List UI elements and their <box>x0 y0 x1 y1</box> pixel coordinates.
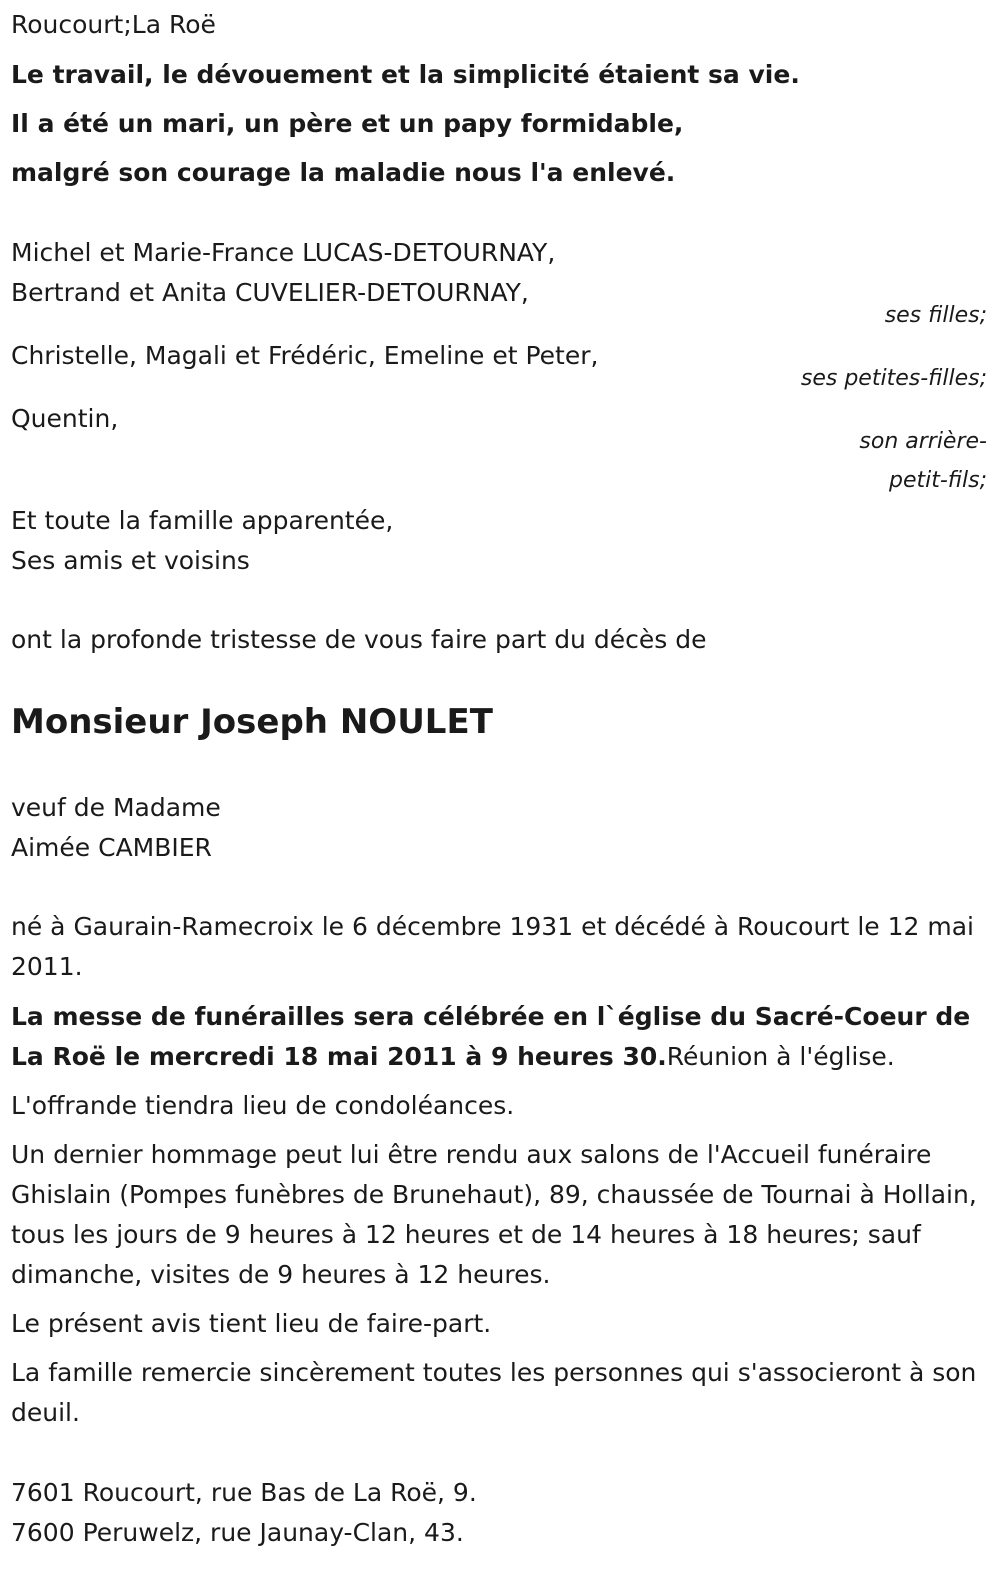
funeral-mass <box>11 997 989 1077</box>
widower-line-1: veuf de Madame <box>11 793 221 822</box>
announcement: ont la profonde tristesse de vous faire part du décès de <box>11 625 707 654</box>
address-2: 7600 Peruwelz, rue Jaunay-Clan, 43. <box>11 1518 464 1547</box>
daughter-couple-1: Michel et Marie-France LUCAS-DETOURNAY, <box>11 238 556 267</box>
daughter-couple-2: Bertrand et Anita CUVELIER-DETOURNAY, <box>11 278 529 307</box>
header-place: Roucourt;La Roë <box>11 10 216 39</box>
tribute-line-1: Le travail, le dévouement et la simplicité étaient sa vie. <box>11 60 800 89</box>
notice: Le présent avis tient lieu de faire-part. <box>11 1309 492 1338</box>
granddaughters-role: ses petites-filles; <box>800 366 987 391</box>
thanks: La famille remercie sincèrement toutes les personnes qui s'associeront à son deuil. <box>11 1358 977 1427</box>
deceased-name: Monsieur Joseph NOULET <box>11 702 493 742</box>
extended-family: Et toute la famille apparentée, <box>11 506 394 535</box>
friends-neighbours: Ses amis et voisins <box>11 546 250 575</box>
visitation-info: Un dernier hommage peut lui être rendu aux salons de l'Accueil funéraire Ghislain (Pompes funèbres de Brunehaut), 89, chaussée de Tournai à Hollain, tous les jours de 9 heures à 12 heures et de 14 heures à 18 heures; sauf dimanche, visites de 9 heures à 12 heures. <box>11 1140 977 1289</box>
great-grandson-role-2: petit-fils; <box>888 468 987 493</box>
daughters-role: ses filles; <box>884 303 987 328</box>
meeting-note: Réunion à l'église. <box>666 1042 895 1071</box>
address-1: 7601 Roucourt, rue Bas de La Roë, 9. <box>11 1478 477 1507</box>
great-grandson-role-1: son arrière- <box>859 429 987 454</box>
mass-details: La messe de funérailles sera célébrée en l`église du Sacré-Coeur de La Roë le mercredi 18 mai 2011 à 9 heures 30. <box>11 1002 971 1071</box>
great-grandson: Quentin, <box>11 404 119 433</box>
birth-death: né à Gaurain-Ramecroix le 6 décembre 1931 et décédé à Roucourt le 12 mai 2011. <box>11 912 974 981</box>
offering-note: L'offrande tiendra lieu de condoléances. <box>11 1091 515 1120</box>
tribute-line-3: malgré son courage la maladie nous l'a enlevé. <box>11 158 676 187</box>
widower-line-2: Aimée CAMBIER <box>11 833 212 862</box>
granddaughters: Christelle, Magali et Frédéric, Emeline et Peter, <box>11 341 599 370</box>
tribute-line-2: Il a été un mari, un père et un papy formidable, <box>11 109 684 138</box>
